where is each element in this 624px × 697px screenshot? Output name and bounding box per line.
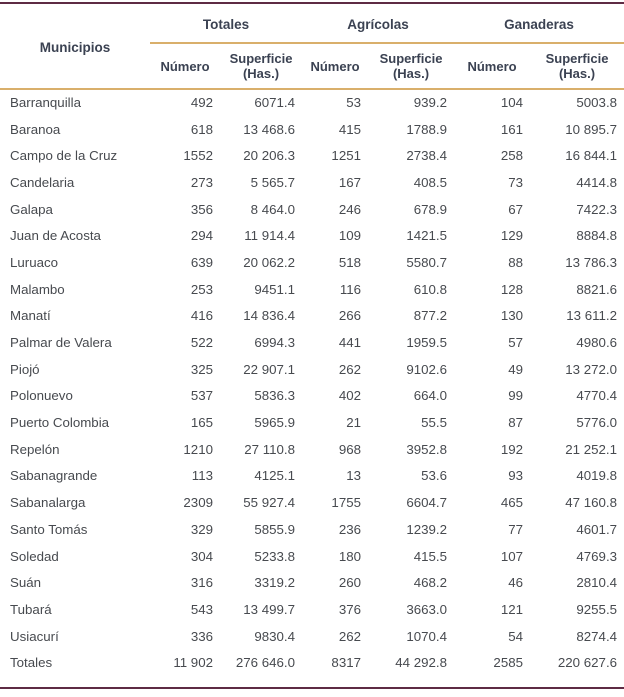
value-cell: 13 499.7 [243,601,296,617]
value-cell: 402 [338,388,362,404]
municipio-cell: Palmar de Valera [10,335,112,351]
value-cell: 165 [190,415,213,431]
value-cell: 939.2 [413,95,448,111]
value-cell: 6604.7 [406,495,448,511]
municipios-data-table [0,6,624,676]
value-cell: 618 [190,121,213,137]
value-cell: 57 [508,335,524,351]
value-cell: 167 [338,174,362,190]
value-cell: 3952.8 [406,441,448,457]
group-header-agricolas: Agrícolas [302,6,454,43]
value-cell: 266 [338,308,362,324]
value-cell: 2309 [183,495,213,511]
table-row [0,276,624,303]
value-cell: 13 786.3 [565,254,618,270]
header-totales-numero: Número [150,43,220,89]
value-cell: 1552 [183,148,213,164]
header-agricolas-numero: Número [302,43,368,89]
value-cell: 9102.6 [406,361,448,377]
value-cell: 4414.8 [576,174,618,190]
value-cell: 88 [508,254,524,270]
value-cell: 99 [508,388,524,404]
value-cell: 4019.8 [576,468,618,484]
value-cell: 4125.1 [254,468,296,484]
value-cell: 3319.2 [254,575,296,591]
value-cell: 5776.0 [576,415,618,431]
value-cell: 116 [339,281,362,297]
header-agricolas-superficie: Superficie (Has.) [368,43,454,89]
value-cell: 27 110.8 [244,441,296,457]
value-cell: 316 [190,575,213,591]
value-cell: 415 [338,121,362,137]
value-cell: 192 [500,441,524,457]
value-cell: 304 [190,548,213,564]
municipio-cell: Puerto Colombia [10,415,110,431]
value-cell: 87 [508,415,524,431]
value-cell: 13 611.2 [566,308,618,324]
header-municipios: Municipios [0,6,150,89]
value-cell: 53 [346,95,362,111]
value-cell: 6994.3 [254,335,296,351]
municipio-cell: Sabanagrande [10,468,98,484]
value-cell: 492 [190,95,213,111]
table-row [0,623,624,650]
table-header [0,6,624,89]
value-cell: 273 [190,174,213,190]
value-cell: 8884.8 [576,228,618,244]
table-row [0,222,624,249]
table-row [0,356,624,383]
group-header-ganaderas: Ganaderas [454,6,624,43]
value-cell: 107 [500,548,524,564]
header-ganaderas-superficie: Superficie (Has.) [530,43,624,89]
value-cell: 877.2 [413,308,448,324]
value-cell: 5855.9 [254,521,296,537]
value-cell: 9451.1 [254,281,296,297]
municipio-cell: Soledad [10,548,59,564]
value-cell: 13 [346,468,362,484]
value-cell: 639 [190,254,213,270]
value-cell: 22 907.1 [243,361,296,377]
value-cell: 6071.4 [254,95,296,111]
value-cell: 416 [190,308,213,324]
municipio-cell: Suán [10,575,42,591]
value-cell: 7422.3 [576,201,618,217]
value-cell: 5580.7 [406,254,448,270]
value-cell: 10 895.7 [565,121,618,137]
municipio-cell: Polonuevo [10,388,73,404]
value-cell: 16 844.1 [565,148,618,164]
value-cell: 55.5 [421,415,448,431]
value-cell: 67 [508,201,524,217]
value-cell: 93 [508,468,524,484]
value-cell: 128 [500,281,524,297]
value-cell: 236 [338,521,362,537]
value-cell: 180 [338,548,362,564]
municipio-cell: Baranoa [10,121,61,137]
municipio-cell: Campo de la Cruz [10,148,118,164]
value-cell: 13 272.0 [565,361,618,377]
value-cell: 220 627.6 [557,655,618,671]
municipio-cell: Candelaria [10,174,75,190]
value-cell: 2585 [493,655,524,671]
value-cell: 262 [338,628,362,644]
value-cell: 14 836.4 [243,308,296,324]
table-row [0,463,624,490]
value-cell: 610.8 [413,281,448,297]
value-cell: 130 [500,308,524,324]
value-cell: 678.9 [413,201,448,217]
municipio-cell: Piojó [10,361,40,377]
value-cell: 522 [190,335,213,351]
bottom-rule [0,687,624,689]
value-cell: 8317 [331,655,362,671]
table-row [0,383,624,410]
value-cell: 4980.6 [576,335,618,351]
value-cell: 376 [338,601,362,617]
value-cell: 441 [338,335,362,351]
value-cell: 258 [500,148,524,164]
value-cell: 5233.8 [254,548,296,564]
municipio-cell: Santo Tomás [10,521,88,537]
value-cell: 73 [508,174,524,190]
table-row [0,489,624,516]
value-cell: 21 [346,415,362,431]
value-cell: 161 [500,121,524,137]
value-cell: 11 902 [173,655,213,671]
value-cell: 9255.5 [576,601,618,617]
value-cell: 21 252.1 [565,441,618,457]
value-cell: 3663.0 [406,601,448,617]
table-row [0,329,624,356]
value-cell: 664.0 [413,388,448,404]
value-cell: 408.5 [413,174,448,190]
value-cell: 55 927.4 [243,495,296,511]
value-cell: 2810.4 [576,575,618,591]
value-cell: 336 [190,628,213,644]
value-cell: 968 [338,441,362,457]
table-row [0,249,624,276]
table-row [0,89,624,116]
value-cell: 294 [190,228,213,244]
group-header-totales: Totales [150,6,302,43]
municipio-cell: Juan de Acosta [10,228,101,244]
table-body [0,89,624,676]
value-cell: 53.6 [421,468,448,484]
value-cell: 54 [508,628,524,644]
municipio-cell: Sabanalarga [10,495,86,511]
value-cell: 46 [508,575,524,591]
table-row [0,596,624,623]
value-cell: 253 [190,281,213,297]
value-cell: 113 [191,468,213,484]
top-rule [0,2,624,4]
municipio-cell: Galapa [10,201,53,217]
value-cell: 356 [190,201,213,217]
value-cell: 11 914.4 [244,228,296,244]
value-cell: 1788.9 [406,121,448,137]
municipio-cell: Luruaco [10,254,59,270]
value-cell: 13 468.6 [243,121,296,137]
totals-row [0,649,624,676]
municipio-cell: Tubará [10,601,52,617]
value-cell: 5836.3 [254,388,296,404]
table-row [0,569,624,596]
municipio-cell: Manatí [10,308,51,324]
value-cell: 8 464.0 [250,201,296,217]
value-cell: 1070.4 [406,628,448,644]
value-cell: 518 [338,254,362,270]
value-cell: 4601.7 [576,521,618,537]
table-row [0,409,624,436]
value-cell: 415.5 [413,548,448,564]
value-cell: 537 [190,388,213,404]
municipio-cell: Repelón [10,441,60,457]
value-cell: 276 646.0 [235,655,296,671]
municipio-cell: Totales [10,655,53,671]
value-cell: 4769.3 [576,548,618,564]
value-cell: 121 [500,601,524,617]
municipio-cell: Usiacurí [10,628,59,644]
value-cell: 1755 [331,495,362,511]
table-row [0,116,624,143]
value-cell: 5 565.7 [250,174,296,190]
value-cell: 5003.8 [576,95,618,111]
value-cell: 9830.4 [254,628,296,644]
value-cell: 246 [338,201,362,217]
value-cell: 104 [500,95,524,111]
value-cell: 1210 [183,441,213,457]
value-cell: 20 062.2 [243,254,296,270]
value-cell: 8274.4 [576,628,618,644]
value-cell: 47 160.8 [565,495,618,511]
value-cell: 325 [190,361,213,377]
header-ganaderas-numero: Número [454,43,530,89]
value-cell: 1959.5 [406,335,448,351]
table-row [0,543,624,570]
value-cell: 77 [508,521,524,537]
value-cell: 129 [500,228,524,244]
table-row [0,196,624,223]
value-cell: 1239.2 [406,521,448,537]
value-cell: 260 [338,575,362,591]
table-row [0,516,624,543]
value-cell: 20 206.3 [243,148,296,164]
value-cell: 329 [190,521,213,537]
municipio-cell: Malambo [10,281,65,297]
value-cell: 465 [500,495,524,511]
table-row [0,303,624,330]
value-cell: 1421.5 [406,228,448,244]
table-row [0,436,624,463]
value-cell: 4770.4 [576,388,618,404]
value-cell: 109 [338,228,362,244]
value-cell: 468.2 [413,575,448,591]
value-cell: 5965.9 [254,415,296,431]
municipio-cell: Barranquilla [10,95,81,111]
value-cell: 49 [508,361,524,377]
value-cell: 2738.4 [406,148,448,164]
value-cell: 44 292.8 [395,655,448,671]
table-row [0,169,624,196]
table-row [0,142,624,169]
value-cell: 262 [338,361,362,377]
value-cell: 8821.6 [576,281,618,297]
value-cell: 543 [190,601,213,617]
value-cell: 1251 [331,148,362,164]
header-totales-superficie: Superficie (Has.) [220,43,302,89]
group-header-row [0,6,624,43]
